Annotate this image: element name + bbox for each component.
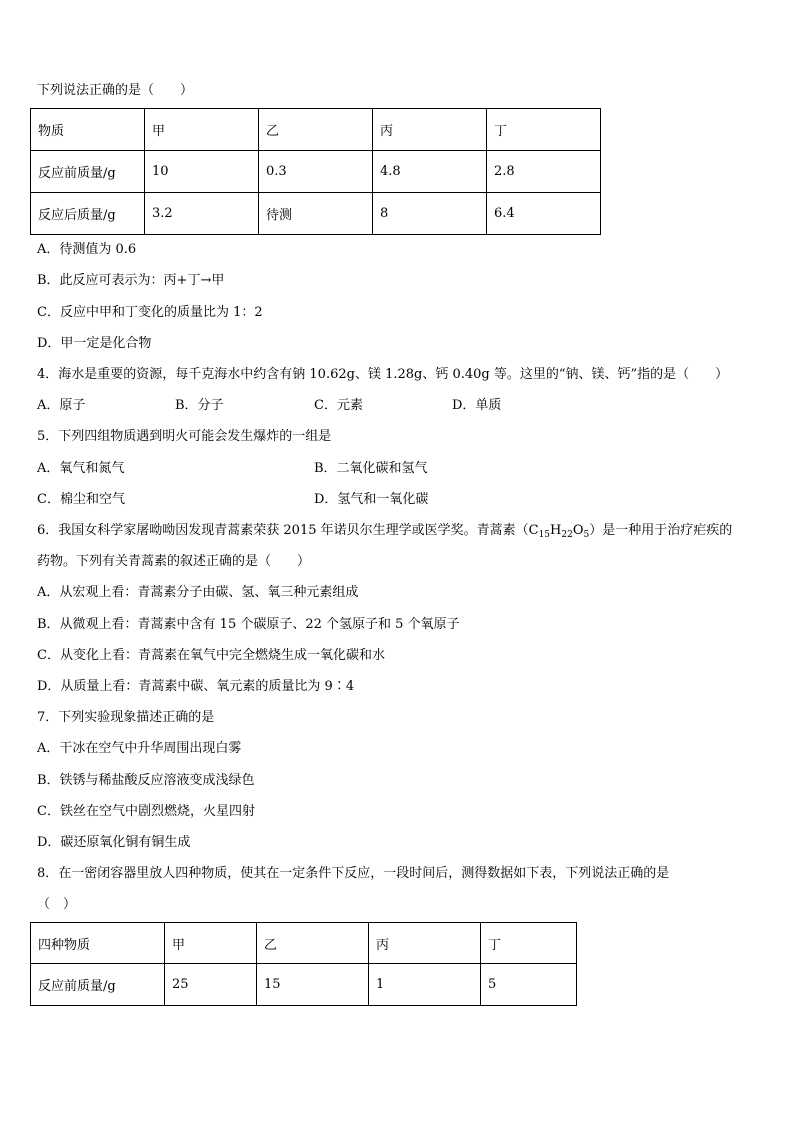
q8-stem-line2: （ ） xyxy=(37,897,77,912)
table-cell: 3.2 xyxy=(145,193,259,235)
table-cell: 反应前质量/g xyxy=(31,964,165,1006)
table-header-cell: 丙 xyxy=(373,109,487,151)
table-cell: 15 xyxy=(257,964,369,1006)
q7-stem: 7．下列实验现象描述正确的是 xyxy=(37,710,215,725)
table-header-cell: 乙 xyxy=(259,109,373,151)
table-header-cell: 四种物质 xyxy=(31,923,165,964)
table-header-cell: 丙 xyxy=(369,923,481,964)
q4-option-d: D．单质 xyxy=(452,398,502,413)
q3-option-c: C．反应中甲和丁变化的质量比为 1：2 xyxy=(37,305,263,320)
q6-option-d: D．从质量上看：青蒿素中碳、氧元素的质量比为 9∶4 xyxy=(37,679,355,694)
q6-option-b: B．从微观上看：青蒿素中含有 15 个碳原子、22 个氢原子和 5 个氧原子 xyxy=(37,617,460,632)
formula-subscript-h: 22 xyxy=(561,530,573,540)
table-header-cell: 甲 xyxy=(145,109,259,151)
formula-subscript-c: 15 xyxy=(538,530,551,540)
q7-option-a: A．干冰在空气中升华周围出现白雾 xyxy=(37,741,242,756)
formula-element-o: O xyxy=(572,523,584,538)
table-cell: 待测 xyxy=(259,193,373,235)
table-cell: 25 xyxy=(165,964,257,1006)
q3-mass-table xyxy=(30,108,601,235)
table-header-row xyxy=(31,923,577,964)
q4-stem: 4．海水是重要的资源，每千克海水中约含有钠 10.62g、镁 1.28g、钙 0.40g 等。这里的“钠、镁、钙”指的是（ ） xyxy=(37,367,729,382)
q6-stem-line2: 药物。下列有关青蒿素的叙述正确的是（ ） xyxy=(37,554,311,569)
q5-option-c: C．棉尘和空气 xyxy=(37,492,125,507)
q3-option-a: A．待测值为 0.6 xyxy=(37,242,137,257)
table-row xyxy=(31,193,601,235)
q8-stem-line1: 8．在一密闭容器里放人四种物质，使其在一定条件下反应，一段时间后，测得数据如下表，下列说法正确的是 xyxy=(37,866,670,881)
q3-option-b: B．此反应可表示为：丙+丁→甲 xyxy=(37,273,225,288)
table-header-row xyxy=(31,109,601,151)
q7-option-b: B．铁锈与稀盐酸反应溶液变成浅绿色 xyxy=(37,773,255,788)
q4-options xyxy=(37,397,757,415)
table-cell: 8 xyxy=(373,193,487,235)
q7-option-d: D．碳还原氧化铜有铜生成 xyxy=(37,835,191,850)
formula-subscript-o: 5 xyxy=(583,530,590,540)
table-cell: 反应后质量/g xyxy=(31,193,145,235)
table-cell: 10 xyxy=(145,151,259,193)
table-header-cell: 乙 xyxy=(257,923,369,964)
q6-stem-line1 xyxy=(37,522,732,540)
table-cell: 5 xyxy=(481,964,577,1006)
q8-mass-table xyxy=(30,922,577,1006)
q5-option-a: A．氧气和氮气 xyxy=(37,461,125,476)
q6-stem-text-end: ）是一种用于治疗疟疾的 xyxy=(589,523,733,538)
q5-options-row2 xyxy=(37,491,757,509)
table-row xyxy=(31,964,577,1006)
q5-option-b: B．二氧化碳和氢气 xyxy=(314,461,428,476)
q6-option-a: A．从宏观上看：青蒿素分子由碳、氢、氧三种元素组成 xyxy=(37,585,359,600)
q3-option-d: D．甲一定是化合物 xyxy=(37,336,152,351)
q7-option-c: C．铁丝在空气中剧烈燃烧，火星四射 xyxy=(37,804,255,819)
table-cell: 6.4 xyxy=(487,193,601,235)
table-header-cell: 物质 xyxy=(31,109,145,151)
table-cell: 2.8 xyxy=(487,151,601,193)
q4-option-c: C．元素 xyxy=(314,398,363,413)
q6-option-c: C．从变化上看：青蒿素在氧气中完全燃烧生成一氧化碳和水 xyxy=(37,648,385,663)
table-cell: 0.3 xyxy=(259,151,373,193)
q4-option-a: A．原子 xyxy=(37,398,86,413)
table-header-cell: 丁 xyxy=(487,109,601,151)
table-cell: 1 xyxy=(369,964,481,1006)
q3-stem: 下列说法正确的是（ ） xyxy=(37,83,194,98)
table-cell: 4.8 xyxy=(373,151,487,193)
table-cell: 反应前质量/g xyxy=(31,151,145,193)
q5-option-d: D．氢气和一氧化碳 xyxy=(314,492,429,507)
formula-element-h: H xyxy=(550,523,562,538)
table-header-cell: 丁 xyxy=(481,923,577,964)
q5-stem: 5．下列四组物质遇到明火可能会发生爆炸的一组是 xyxy=(37,429,332,444)
q4-option-b: B．分子 xyxy=(175,398,224,413)
q6-stem-text: 6．我国女科学家屠呦呦因发现青蒿素荣获 2015 年诺贝尔生理学或医学奖。青蒿素（C xyxy=(37,523,539,538)
table-header-cell: 甲 xyxy=(165,923,257,964)
table-row xyxy=(31,151,601,193)
q5-options-row1 xyxy=(37,460,757,478)
